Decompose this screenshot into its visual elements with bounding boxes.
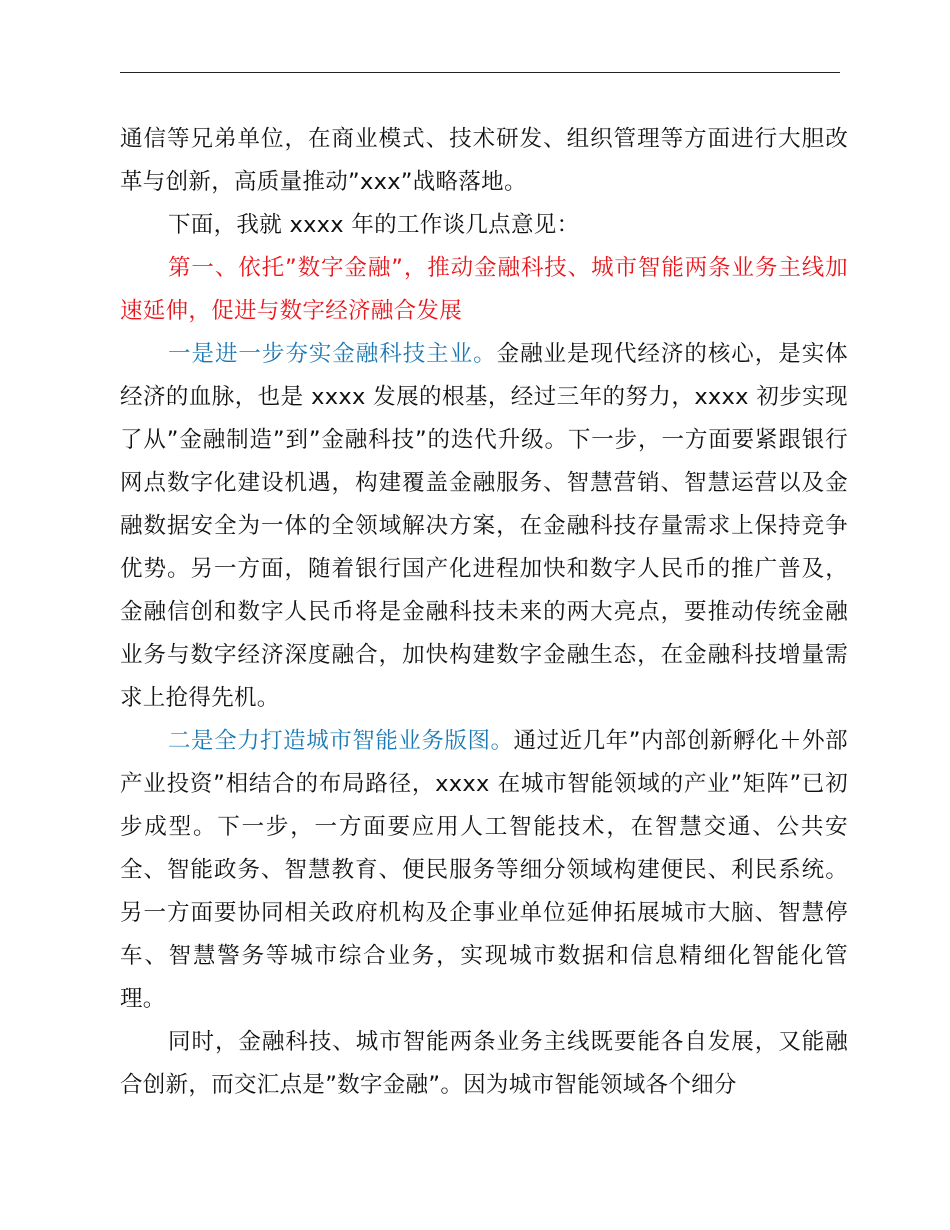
section-heading-1: 第一、依托”数字金融”，推动金融科技、城市智能两条业务主线加速延伸，促进与数字经济融合发展 bbox=[120, 255, 848, 324]
paragraph-convergence: 同时，金融科技、城市智能两条业务主线既要能各自发展，又能融合创新，而交汇点是”数字金融”。因为城市智能领域各个细分 bbox=[120, 1029, 848, 1098]
lead-sentence-fintech: 一是进一步夯实金融科技主业。 bbox=[168, 341, 497, 367]
paragraph-city-intelligence-body: 通过近几年”内部创新孵化＋外部产业投资”相结合的布局路径，xxxx 在城市智能领域的产业”矩阵”已初步成型。下一步，一方面要应用人工智能技术，在智慧交通、公共安全、智能政务、智慧教育、便民服务等细分领域构建便民、利民系统。另一方面要协同相关政府机构及企事业单位延伸拓展城市大脑、智慧停车、智慧警务等城市综合业务，实现城市数据和信息精细化智能化管理。 bbox=[120, 728, 848, 1012]
document-body bbox=[120, 118, 848, 1107]
paragraph-fintech bbox=[120, 333, 848, 720]
paragraph-continuation: 通信等兄弟单位，在商业模式、技术研发、组织管理等方面进行大胆改革与创新，高质量推动”xxx”战略落地。 bbox=[120, 126, 848, 195]
header-rule bbox=[120, 72, 840, 73]
paragraph-fintech-body: 金融业是现代经济的核心，是实体经济的血脉，也是 xxxx 发展的根基，经过三年的努力，xxxx 初步实现了从”金融制造”到”金融科技”的迭代升级。下一步，一方面要紧跟银行网点数字化建设机遇，构建覆盖金融服务、智慧营销、智慧运营以及金融数据安全为一体的全领域解决方案，在金融科技存量需求上保持竞争优势。另一方面，随着银行国产化进程加快和数字人民币的推广普及，金融信创和数字人民币将是金融科技未来的两大亮点，要推动传统金融业务与数字经济深度融合，加快构建数字金融生态，在金融科技增量需求上抢得先机。 bbox=[120, 341, 848, 711]
paragraph-city-intelligence bbox=[120, 720, 848, 1021]
lead-sentence-city-intelligence: 二是全力打造城市智能业务版图。 bbox=[168, 728, 514, 754]
paragraph-intro: 下面，我就 xxxx 年的工作谈几点意见： bbox=[168, 212, 580, 238]
